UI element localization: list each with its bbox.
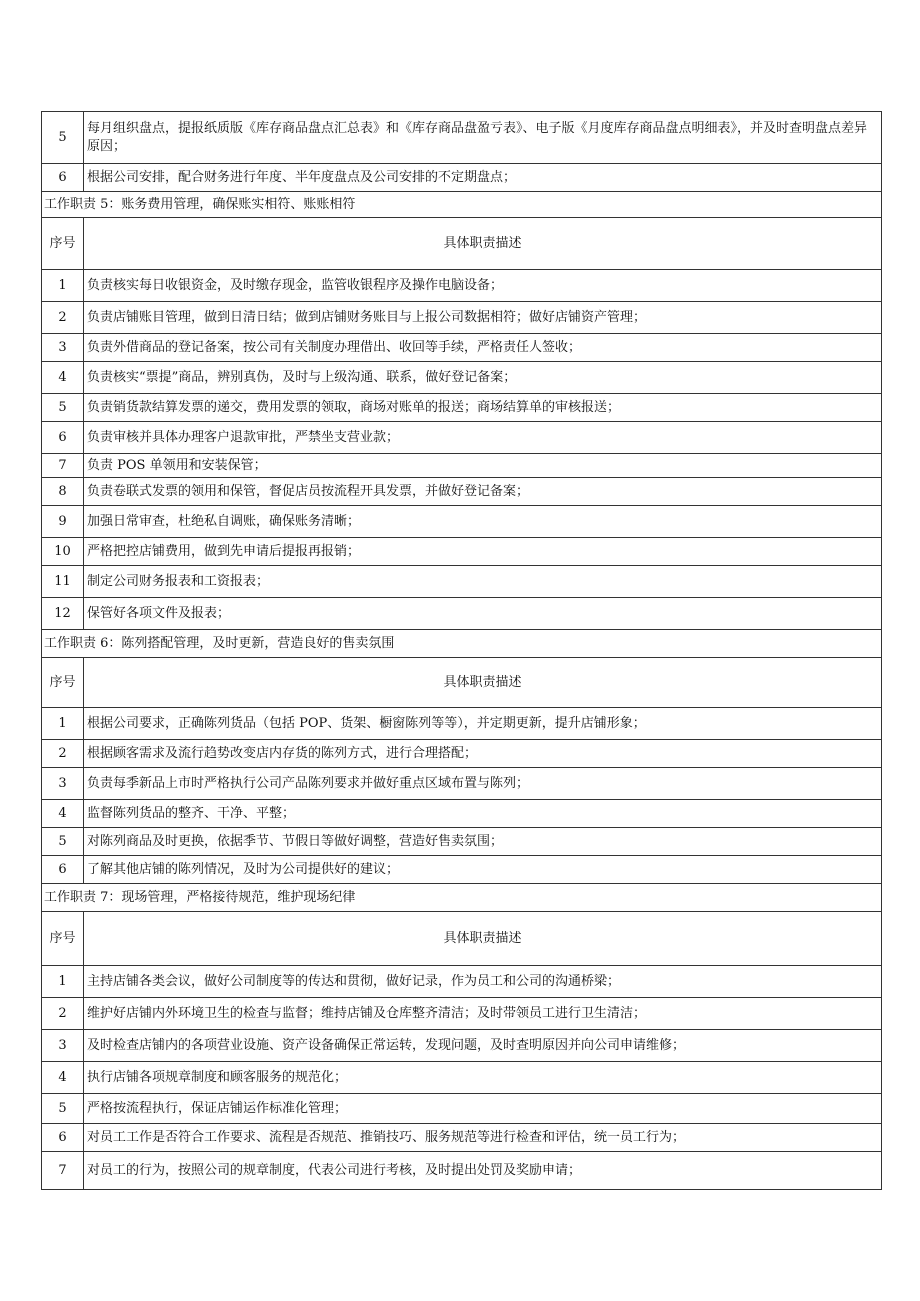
table-row [42, 708, 882, 740]
row-number: 5 [42, 828, 84, 856]
row-number: 6 [42, 856, 84, 884]
row-number: 6 [42, 164, 84, 192]
row-description: 对员工的行为，按照公司的规章制度，代表公司进行考核，及时提出处罚及奖励申请； [84, 1152, 882, 1190]
row-description: 负责每季新品上市时严格执行公司产品陈列要求并做好重点区域布置与陈列； [84, 768, 882, 800]
row-description: 负责核实每日收银资金，及时缴存现金，监管收银程序及操作电脑设备； [84, 270, 882, 302]
row-description: 负责核实“票提”商品，辨别真伪，及时与上级沟通、联系，做好登记备案； [84, 362, 882, 394]
row-description: 每月组织盘点，提报纸质版《库存商品盘点汇总表》和《库存商品盘盈亏表》、电子版《月度库存商品盘点明细表》，并及时查明盘点差异原因； [84, 112, 882, 164]
header-seq: 序号 [42, 658, 84, 708]
row-description: 负责 POS 单领用和安装保管； [84, 454, 882, 478]
row-number: 3 [42, 334, 84, 362]
table-row [42, 740, 882, 768]
table-row [42, 394, 882, 422]
row-number: 4 [42, 362, 84, 394]
table-row [42, 362, 882, 394]
row-number: 5 [42, 1094, 84, 1124]
row-number: 6 [42, 422, 84, 454]
row-number: 6 [42, 1124, 84, 1152]
table-row [42, 1062, 882, 1094]
row-number: 2 [42, 302, 84, 334]
row-description: 监督陈列货品的整齐、干净、平整； [84, 800, 882, 828]
row-description: 负责卷联式发票的领用和保管，督促店员按流程开具发票，并做好登记备案； [84, 478, 882, 506]
row-number: 1 [42, 966, 84, 998]
row-number: 4 [42, 1062, 84, 1094]
header-row [42, 912, 882, 966]
row-description: 及时检查店铺内的各项营业设施、资产设备确保正常运转，发现问题，及时查明原因并向公司申请维修； [84, 1030, 882, 1062]
row-number: 3 [42, 768, 84, 800]
table-row [42, 164, 882, 192]
duty-table [41, 111, 882, 1190]
duty-table-body [42, 112, 882, 1190]
header-row [42, 218, 882, 270]
row-number: 9 [42, 506, 84, 538]
row-number: 1 [42, 270, 84, 302]
table-row [42, 1124, 882, 1152]
row-description: 了解其他店铺的陈列情况，及时为公司提供好的建议； [84, 856, 882, 884]
row-description: 对员工工作是否符合工作要求、流程是否规范、推销技巧、服务规范等进行检查和评估，统一员工行为； [84, 1124, 882, 1152]
section-title: 工作职责 6：陈列搭配管理，及时更新，营造良好的售卖氛围 [42, 630, 882, 658]
header-desc: 具体职责描述 [84, 658, 882, 708]
row-number: 12 [42, 598, 84, 630]
row-description: 主持店铺各类会议，做好公司制度等的传达和贯彻，做好记录，作为员工和公司的沟通桥梁； [84, 966, 882, 998]
row-number: 2 [42, 740, 84, 768]
row-number: 7 [42, 454, 84, 478]
table-row [42, 1152, 882, 1190]
row-description: 严格按流程执行，保证店铺运作标准化管理； [84, 1094, 882, 1124]
document-page [41, 111, 882, 1190]
table-row [42, 270, 882, 302]
section-title: 工作职责 7：现场管理，严格接待规范，维护现场纪律 [42, 884, 882, 912]
row-number: 1 [42, 708, 84, 740]
row-description: 严格把控店铺费用，做到先申请后提报再报销； [84, 538, 882, 566]
row-number: 4 [42, 800, 84, 828]
table-row [42, 768, 882, 800]
table-row [42, 598, 882, 630]
header-desc: 具体职责描述 [84, 218, 882, 270]
row-number: 8 [42, 478, 84, 506]
row-description: 负责店铺账目管理，做到日清日结；做到店铺财务账目与上报公司数据相符；做好店铺资产管理； [84, 302, 882, 334]
row-description: 加强日常审查，杜绝私自调账，确保账务清晰； [84, 506, 882, 538]
table-row [42, 800, 882, 828]
row-description: 保管好各项文件及报表； [84, 598, 882, 630]
row-number: 3 [42, 1030, 84, 1062]
table-row [42, 538, 882, 566]
table-row [42, 1030, 882, 1062]
row-description: 根据公司安排，配合财务进行年度、半年度盘点及公司安排的不定期盘点； [84, 164, 882, 192]
header-seq: 序号 [42, 218, 84, 270]
table-row [42, 828, 882, 856]
row-description: 根据顾客需求及流行趋势改变店内存货的陈列方式，进行合理搭配； [84, 740, 882, 768]
section-title-row [42, 192, 882, 218]
row-description: 执行店铺各项规章制度和顾客服务的规范化； [84, 1062, 882, 1094]
table-row [42, 856, 882, 884]
section-title-row [42, 884, 882, 912]
row-description: 负责外借商品的登记备案，按公司有关制度办理借出、收回等手续，严格责任人签收； [84, 334, 882, 362]
row-number: 7 [42, 1152, 84, 1190]
row-number: 11 [42, 566, 84, 598]
row-number: 5 [42, 112, 84, 164]
table-row [42, 334, 882, 362]
row-description: 根据公司要求，正确陈列货品（包括 POP、货架、橱窗陈列等等），并定期更新，提升店铺形象； [84, 708, 882, 740]
table-row [42, 1094, 882, 1124]
table-row [42, 506, 882, 538]
header-desc: 具体职责描述 [84, 912, 882, 966]
table-row [42, 302, 882, 334]
table-row [42, 478, 882, 506]
section-title: 工作职责 5：账务费用管理，确保账实相符、账账相符 [42, 192, 882, 218]
row-number: 2 [42, 998, 84, 1030]
table-row [42, 966, 882, 998]
table-row [42, 112, 882, 164]
table-row [42, 422, 882, 454]
table-row [42, 998, 882, 1030]
table-row [42, 454, 882, 478]
row-number: 5 [42, 394, 84, 422]
row-description: 负责销货款结算发票的递交，费用发票的领取，商场对账单的报送；商场结算单的审核报送； [84, 394, 882, 422]
row-description: 对陈列商品及时更换，依据季节、节假日等做好调整，营造好售卖氛围； [84, 828, 882, 856]
row-description: 维护好店铺内外环境卫生的检查与监督；维持店铺及仓库整齐清洁；及时带领员工进行卫生清洁； [84, 998, 882, 1030]
header-row [42, 658, 882, 708]
row-description: 负责审核并具体办理客户退款审批，严禁坐支营业款； [84, 422, 882, 454]
row-number: 10 [42, 538, 84, 566]
header-seq: 序号 [42, 912, 84, 966]
row-description: 制定公司财务报表和工资报表； [84, 566, 882, 598]
section-title-row [42, 630, 882, 658]
table-row [42, 566, 882, 598]
